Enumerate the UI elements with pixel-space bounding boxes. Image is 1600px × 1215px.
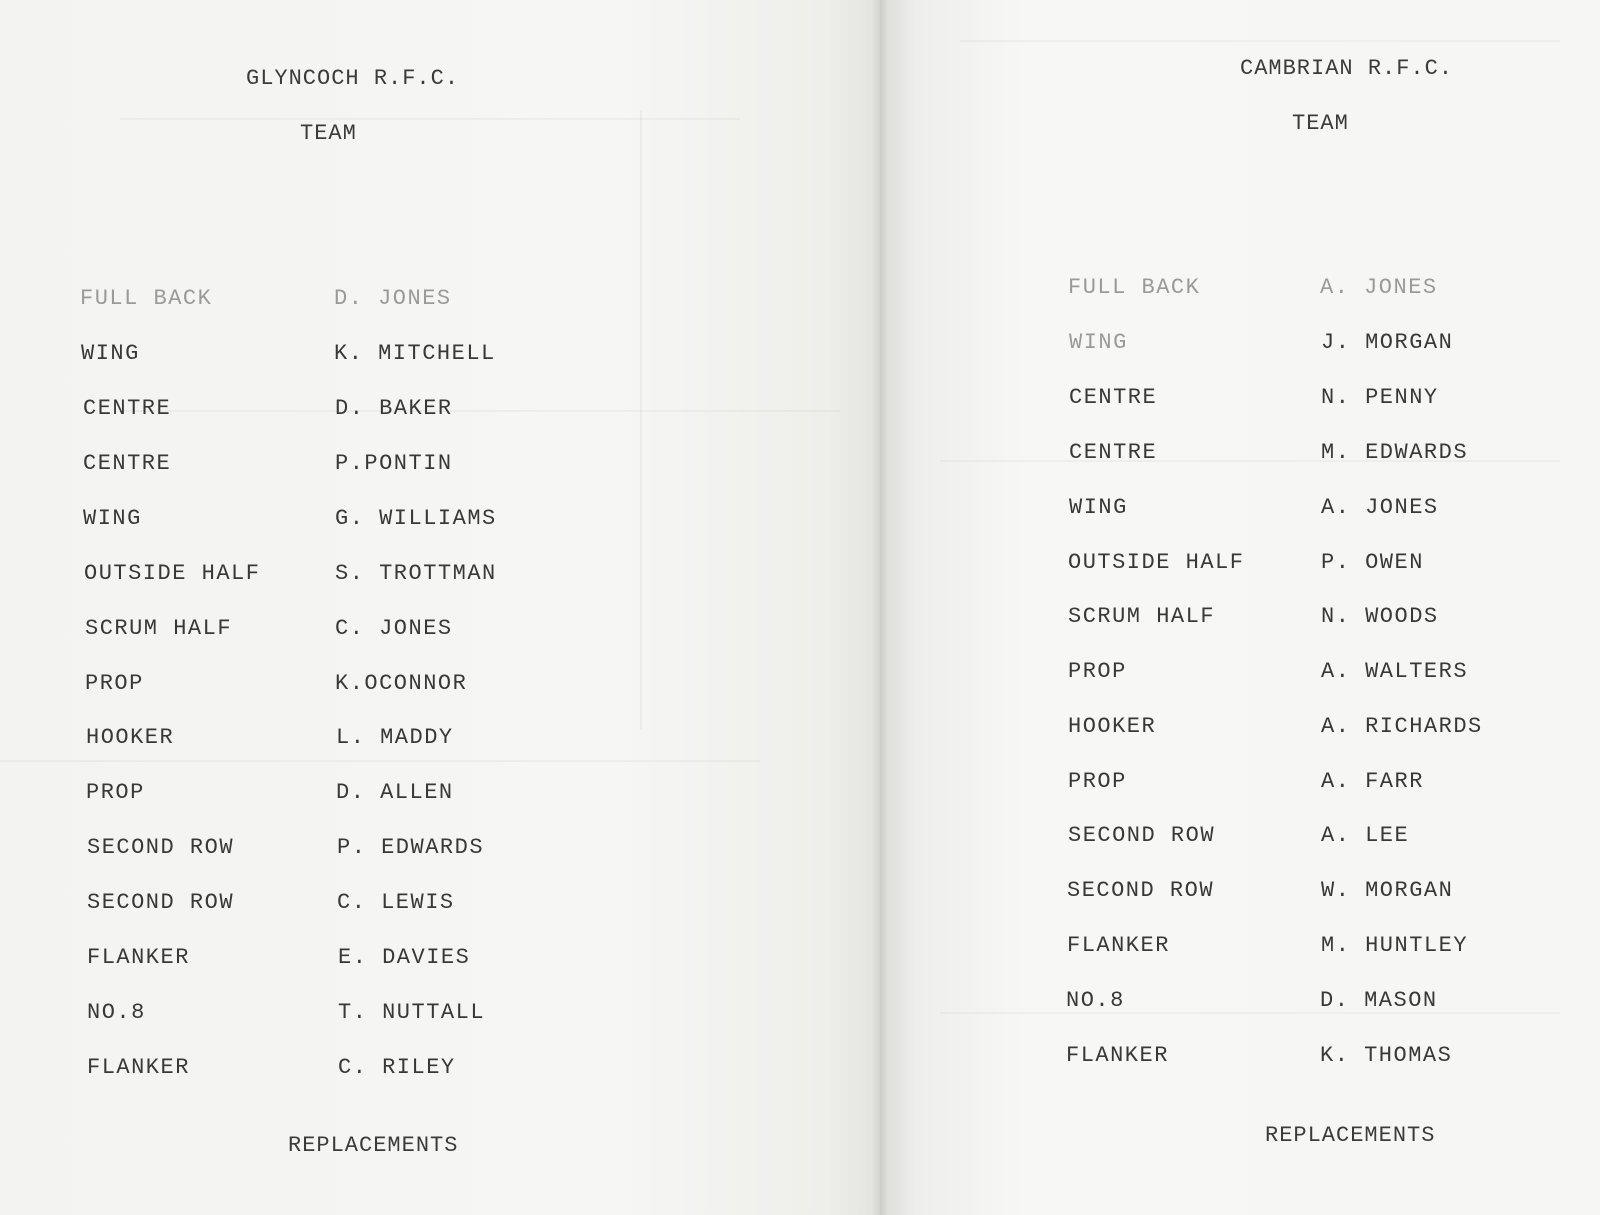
player-name: D. MASON	[1320, 988, 1438, 1013]
player-name: D. BAKER	[335, 396, 453, 421]
player-name: A. WALTERS	[1321, 659, 1469, 684]
player-name: M. HUNTLEY	[1321, 933, 1469, 958]
player-row	[880, 440, 1469, 470]
right-team-list	[880, 0, 1600, 1215]
position-label: WING	[1069, 495, 1128, 520]
position-label: FLANKER	[1066, 1043, 1169, 1068]
left-replacements-heading: REPLACEMENTS	[288, 1133, 459, 1158]
player-name: A. JONES	[1321, 495, 1439, 520]
player-row	[880, 769, 1424, 799]
player-row	[0, 1055, 520, 1085]
position-label: PROP	[1068, 659, 1127, 684]
player-row	[880, 714, 1483, 744]
position-label: SCRUM HALF	[85, 616, 233, 641]
position-label: PROP	[86, 780, 145, 805]
position-label: HOOKER	[1068, 714, 1157, 739]
player-name: A. RICHARDS	[1321, 714, 1483, 739]
player-row	[0, 451, 520, 481]
position-label: SECOND ROW	[87, 835, 235, 860]
player-name: E. DAVIES	[338, 945, 471, 970]
player-name: C. JONES	[335, 616, 453, 641]
player-name: J. MORGAN	[1321, 330, 1454, 355]
player-name: C. LEWIS	[337, 890, 455, 915]
player-name: A. LEE	[1321, 823, 1410, 848]
player-name: M. EDWARDS	[1321, 440, 1469, 465]
player-name: K.OCONNOR	[335, 671, 468, 696]
player-row	[0, 725, 520, 755]
position-label: FLANKER	[87, 945, 190, 970]
player-name: G. WILLIAMS	[335, 506, 497, 531]
position-label: SECOND ROW	[1068, 823, 1216, 848]
player-row	[0, 286, 520, 316]
player-name: T. NUTTALL	[338, 1000, 486, 1025]
position-label: OUTSIDE HALF	[84, 561, 261, 586]
right-club-title: CAMBRIAN R.F.C.	[1240, 56, 1454, 81]
position-label: PROP	[1068, 769, 1127, 794]
position-label: NO.8	[1066, 988, 1125, 1013]
right-page	[880, 0, 1600, 1215]
player-row	[880, 878, 1454, 908]
player-name: N. WOODS	[1321, 604, 1439, 629]
position-label: FULL BACK	[80, 286, 213, 311]
position-label: FLANKER	[1067, 933, 1170, 958]
player-row	[0, 396, 520, 426]
position-label: HOOKER	[86, 725, 175, 750]
player-row	[880, 823, 1410, 853]
player-row	[880, 988, 1438, 1018]
left-club-title: GLYNCOCH R.F.C.	[246, 66, 460, 91]
player-name: S. TROTTMAN	[335, 561, 497, 586]
player-row	[880, 1043, 1453, 1073]
player-row	[880, 604, 1439, 634]
position-label: WING	[1069, 330, 1128, 355]
player-name: N. PENNY	[1321, 385, 1439, 410]
position-label: FULL BACK	[1068, 275, 1201, 300]
player-name: A. FARR	[1321, 769, 1424, 794]
player-name: D. JONES	[334, 286, 452, 311]
player-row	[0, 506, 520, 536]
position-label: SECOND ROW	[1067, 878, 1215, 903]
position-label: NO.8	[87, 1000, 146, 1025]
player-name: K. THOMAS	[1320, 1043, 1453, 1068]
player-row	[0, 561, 520, 591]
position-label: WING	[83, 506, 142, 531]
player-name: P.PONTIN	[335, 451, 453, 476]
player-name: L. MADDY	[336, 725, 454, 750]
player-row	[880, 275, 1438, 305]
position-label: SECOND ROW	[87, 890, 235, 915]
player-row	[880, 330, 1454, 360]
position-label: PROP	[85, 671, 144, 696]
player-name: C. RILEY	[338, 1055, 456, 1080]
player-name: K. MITCHELL	[334, 341, 496, 366]
player-name: P. OWEN	[1321, 550, 1424, 575]
position-label: CENTRE	[83, 396, 172, 421]
page-gutter	[872, 0, 888, 1215]
player-row	[0, 1000, 520, 1030]
position-label: CENTRE	[1069, 440, 1158, 465]
position-label: SCRUM HALF	[1068, 604, 1216, 629]
player-row	[0, 341, 520, 371]
right-team-label: TEAM	[1292, 111, 1349, 136]
left-team-label: TEAM	[300, 121, 357, 146]
player-row	[0, 835, 520, 865]
player-name: D. ALLEN	[336, 780, 454, 805]
player-row	[880, 659, 1469, 689]
player-row	[0, 890, 520, 920]
position-label: WING	[81, 341, 140, 366]
player-row	[0, 945, 520, 975]
player-row	[0, 616, 520, 646]
player-row	[0, 780, 520, 810]
player-name: A. JONES	[1320, 275, 1438, 300]
player-row	[0, 671, 520, 701]
player-row	[880, 933, 1469, 963]
player-name: W. MORGAN	[1321, 878, 1454, 903]
player-row	[880, 385, 1439, 415]
position-label: CENTRE	[83, 451, 172, 476]
right-replacements-heading: REPLACEMENTS	[1265, 1123, 1436, 1148]
position-label: FLANKER	[87, 1055, 190, 1080]
position-label: CENTRE	[1069, 385, 1158, 410]
player-row	[880, 550, 1424, 580]
position-label: OUTSIDE HALF	[1068, 550, 1245, 575]
player-row	[880, 495, 1439, 525]
player-name: P. EDWARDS	[337, 835, 485, 860]
